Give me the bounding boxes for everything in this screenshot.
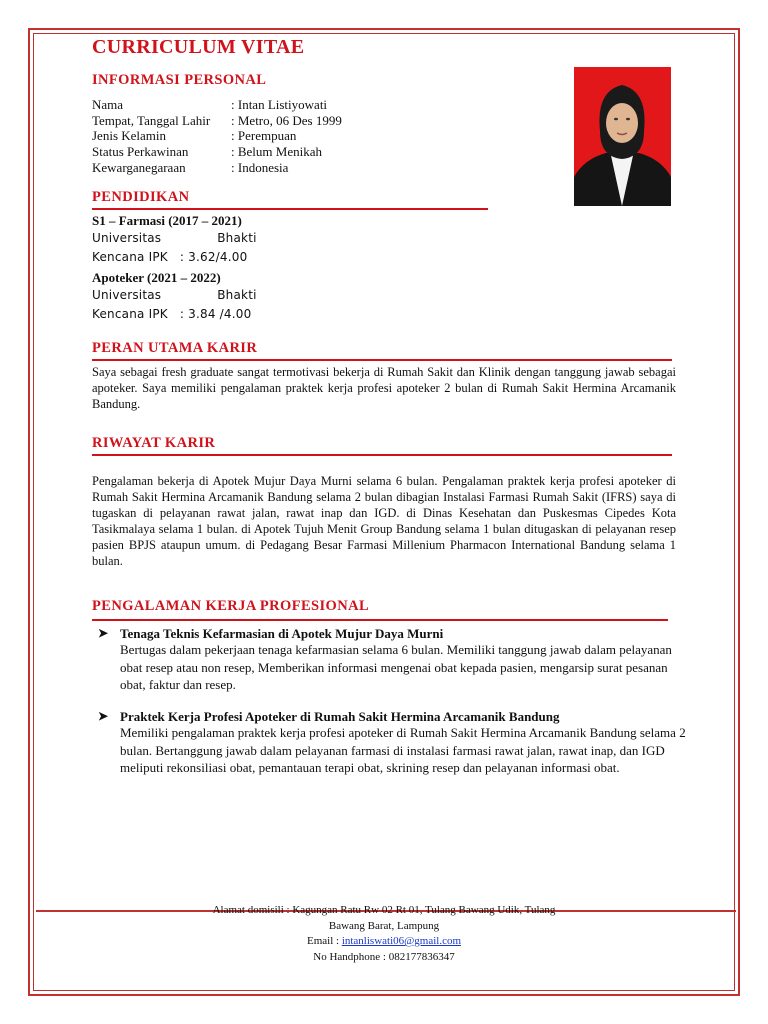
profile-photo — [574, 67, 671, 206]
education-divider — [92, 208, 488, 210]
document-title: CURRICULUM VITAE — [92, 36, 305, 58]
education-institution-part: Universitas — [92, 288, 162, 302]
role-divider — [92, 359, 672, 361]
info-value: : Intan Listiyowati — [231, 97, 328, 112]
education-institution-apoteker — [92, 288, 257, 302]
education-gpa-apoteker: Kencana IPK : 3.84 /4.00 — [92, 307, 252, 321]
education-title-s1: S1 – Farmasi (2017 – 2021) — [92, 213, 242, 228]
education-institution-part: Universitas — [92, 231, 162, 245]
info-value: : Perempuan — [231, 128, 297, 143]
info-row-gender — [92, 128, 296, 144]
info-row-name — [92, 97, 327, 113]
bullet-arrow-icon: ➤ — [98, 709, 109, 723]
info-value: : Belum Menikah — [231, 144, 322, 159]
education-institution-s1 — [92, 231, 257, 245]
experience-divider — [92, 619, 668, 621]
education-heading: PENDIDIKAN — [92, 189, 190, 205]
history-divider — [92, 454, 672, 456]
footer-address-line2: Bawang Barat, Lampung — [328, 920, 440, 932]
role-paragraph: Saya sebagai fresh graduate sangat termotivasi bekerja di Rumah Sakit dan Klinik dengan tanggung jawab sebagai apoteker. Saya memiliki pengalaman praktek kerja profesi apoteker 2 bulan di Rumah Sakit Hermina Arcamanik Bandung. — [92, 365, 676, 411]
info-label: Kewarganegaraan — [92, 160, 186, 175]
history-heading: RIWAYAT KARIR — [92, 435, 216, 451]
footer-phone: No Handphone : 082177836347 — [313, 951, 455, 963]
info-row-marital — [92, 144, 322, 160]
personal-heading: INFORMASI PERSONAL — [92, 72, 267, 88]
info-label: Tempat, Tanggal Lahir — [92, 113, 211, 128]
experience-item-description: Bertugas dalam pekerjaan tenaga kefarmasian selama 6 bulan. Memiliki tanggung jawab dalam pelayanan obat resep atau non resep, Memberikan informasi mengenai obat kepada pasien, mengarsip surat pesanan obat, faktur dan resep. — [120, 642, 672, 692]
info-row-birth — [92, 113, 342, 129]
email-link[interactable]: intanliswati06@gmail.com — [341, 935, 462, 947]
history-paragraph: Pengalaman bekerja di Apotek Mujur Daya Murni selama 6 bulan. Pengalaman praktek kerja profesi apoteker di Rumah Sakit Hermina Arcamanik Bandung selama 2 bulan dibagian Instalasi Farmasi Rumah Sakit (IFRS) saya di tugaskan di pelayanan rawat jalan, rawat inap dan IGD. di Dinas Kesehatan dan Puskesmas Cipedes Kota Tasikmalaya selama 1 bulan. di Apotek Tujuh Menit Group Bandung selama 1 bulan ditugaskan di pelayanan resep pasien BPJS ataupun umum. di Pedagang Besar Farmasi Millenium Pharmacon International Bandung selama 1 bulan. — [92, 474, 676, 568]
info-value: : Metro, 06 Des 1999 — [231, 113, 342, 128]
footer-address-line1: Alamat domisili : Kagungan Ratu Rw 02 Rt 01, Tulang Bawang Udik, Tulang — [212, 904, 556, 916]
experience-title-text: Tenaga Teknis Kefarmasian di Apotek Mujur Daya Murni — [120, 626, 444, 641]
experience-title-text: Praktek Kerja Profesi Apoteker di Rumah Sakit Hermina Arcamanik Bandung — [120, 709, 560, 724]
info-row-nationality — [92, 160, 288, 176]
info-label: Nama — [92, 97, 124, 112]
info-value: : Indonesia — [231, 160, 289, 175]
experience-item-title — [98, 626, 443, 642]
footer-email-label: Email : — [306, 935, 342, 947]
education-institution-part: Bhakti — [217, 231, 257, 245]
education-title-apoteker: Apoteker (2021 – 2022) — [92, 270, 221, 285]
role-heading: PERAN UTAMA KARIR — [92, 340, 258, 356]
experience-item-description: Memiliki pengalaman praktek kerja profesi apoteker di Rumah Sakit Hermina Arcamanik Bandung selama 2 bulan. Bertanggung jawab dalam pelayanan farmasi di instalasi farmasi rawat jalan, rawat inap, dan IGD meliputi rekonsiliasi obat, pemantauan terapi obat, skrining resep dan pelayanan informasi obat. — [120, 725, 686, 775]
info-label: Status Perkawinan — [92, 144, 189, 159]
bullet-arrow-icon: ➤ — [98, 626, 109, 640]
education-institution-part: Bhakti — [217, 288, 257, 302]
experience-heading: PENGALAMAN KERJA PROFESIONAL — [92, 598, 370, 614]
experience-item-title — [98, 709, 560, 725]
footer-email — [0, 935, 768, 947]
education-gpa-s1: Kencana IPK : 3.62/4.00 — [92, 250, 248, 264]
info-label: Jenis Kelamin — [92, 128, 167, 143]
